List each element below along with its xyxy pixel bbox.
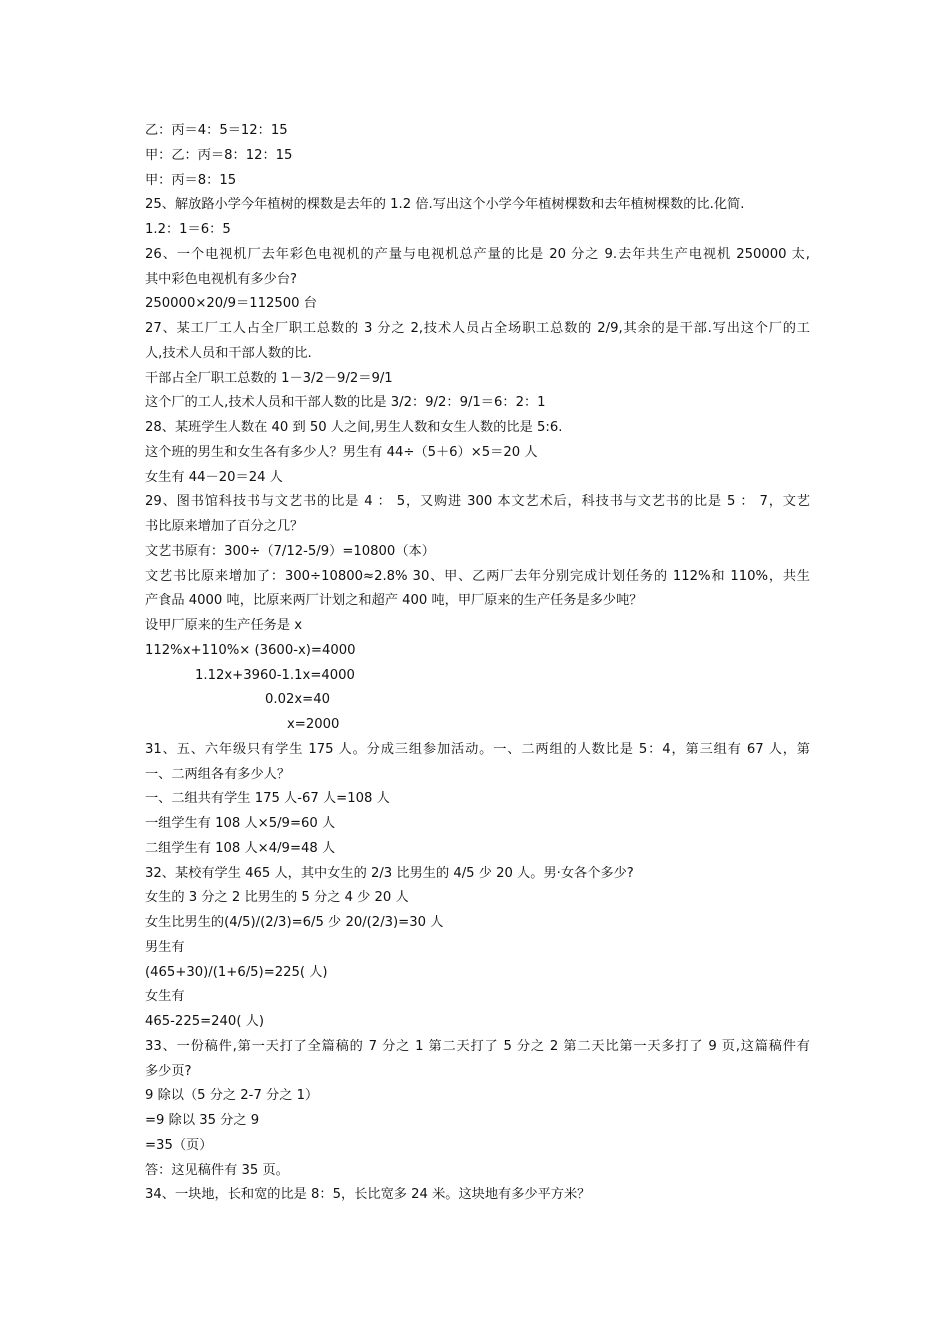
answer-line: 干部占全厂职工总数的 1－3/2－9/2＝9/1 xyxy=(145,370,393,386)
answer-line: 一组学生有 108 人×5/9=60 人 xyxy=(145,816,336,831)
answer-line: 1.2：1＝6：5 xyxy=(145,222,231,237)
answer-line: 女生有 44－20＝24 人 xyxy=(145,469,283,485)
document-body xyxy=(145,119,810,1208)
question-26-cont: 其中彩色电视机有多少台? xyxy=(145,271,298,287)
equation-line: 1.12x+3960-1.1x=4000 xyxy=(195,667,355,683)
question-29: 29、图书馆科技书与文艺书的比是 4 ： 5，又购进 300 本文艺术后，科技书与文艺书的比是 5 ： 7，文艺 xyxy=(145,494,810,510)
question-33: 33、一份稿件,第一天打了全篇稿的 7 分之 1 第二天打了 5 分之 2 第二天比第一天多打了 9 页,这篇稿件有 xyxy=(145,1038,810,1054)
equation-line: x=2000 xyxy=(287,717,340,732)
question-31-cont: 一、二两组各有多少人？ xyxy=(145,766,291,782)
answer-line: 女生比男生的(4/5)/(2/3)=6/5 少 20/(2/3)=30 人 xyxy=(145,915,444,930)
text-line: 甲：乙：丙＝8：12：15 xyxy=(145,147,293,163)
answer-line: 9 除以（5 分之 2-7 分之 1） xyxy=(145,1088,319,1104)
answer-line: 465-225=240( 人) xyxy=(145,1014,264,1029)
answer-line: 二组学生有 108 人×4/9=48 人 xyxy=(145,840,336,856)
answer-line: 这个厂的工人,技术人员和干部人数的比是 3/2：9/2：9/1＝6：2：1 xyxy=(145,395,546,411)
answer-line: 250000×20/9＝112500 台 xyxy=(145,296,317,312)
question-30-cont: 产食品 4000 吨，比原来两厂计划之和超产 400 吨，甲厂原来的生产任务是多少吨？ xyxy=(145,593,643,609)
answer-line: =35（页） xyxy=(145,1137,213,1153)
answer-line: 这个班的男生和女生各有多少人？男生有 44÷（5＋6）×5＝20 人 xyxy=(145,444,538,460)
answer-line: 女生有 xyxy=(145,989,185,1005)
question-31: 31、五、六年级只有学生 175 人。分成三组参加活动。一、二两组的人数比是 5：4，第三组有 67 人，第 xyxy=(145,741,810,757)
answer-line: 文艺书原有：300÷（7/12-5/9）=10800（本） xyxy=(145,543,435,559)
question-32: 32、某校有学生 465 人，其中女生的 2/3 比男生的 4/5 少 20 人。男·女各个多少? xyxy=(145,865,634,881)
equation-line: 0.02x=40 xyxy=(265,692,330,708)
question-27: 27、某工厂工人占全厂职工总数的 3 分之 2,技术人员占全场职工总数的 2/9,其余的是干部.写出这个厂的工 xyxy=(145,321,810,336)
question-25: 25、解放路小学今年植树的棵数是去年的 1.2 倍.写出这个小学今年植树棵数和去年植树棵数的比.化简. xyxy=(145,197,745,213)
text-line: 乙：丙＝4：5＝12：15 xyxy=(145,123,288,138)
question-33-cont: 多少页? xyxy=(145,1063,192,1079)
answer-line: 答：这见稿件有 35 页。 xyxy=(145,1162,289,1178)
question-26: 26、一个电视机厂去年彩色电视机的产量与电视机总产量的比是 20 分之 9.去年共生产电视机 250000 太, xyxy=(145,246,810,262)
answer-line: 一、二组共有学生 175 人-67 人=108 人 xyxy=(145,791,390,807)
answer-line: (465+30)/(1+6/5)=225( 人) xyxy=(145,964,328,980)
answer-line: =9 除以 35 分之 9 xyxy=(145,1113,260,1128)
question-28: 28、某班学生人数在 40 到 50 人之间,男生人数和女生人数的比是 5:6. xyxy=(145,420,563,435)
question-34: 34、一块地，长和宽的比是 8：5，长比宽多 24 米。这块地有多少平方米？ xyxy=(145,1187,591,1203)
question-29-cont: 书比原来增加了百分之几？ xyxy=(145,519,304,534)
equation-line: 112%x+110%× (3600-x)=4000 xyxy=(145,642,356,658)
text-line: 甲：丙＝8：15 xyxy=(145,172,237,188)
answer-line: 女生的 3 分之 2 比男生的 5 分之 4 少 20 人 xyxy=(145,890,409,906)
answer-line: 男生有 xyxy=(145,939,185,955)
question-30: 文艺书比原来增加了：300÷10800≈2.8% 30、甲、乙两厂去年分别完成计划任务的 112%和 110%，共生 xyxy=(145,568,810,584)
answer-line: 设甲厂原来的生产任务是 x xyxy=(145,618,303,633)
question-27-cont: 人,技术人员和干部人数的比. xyxy=(145,345,312,361)
